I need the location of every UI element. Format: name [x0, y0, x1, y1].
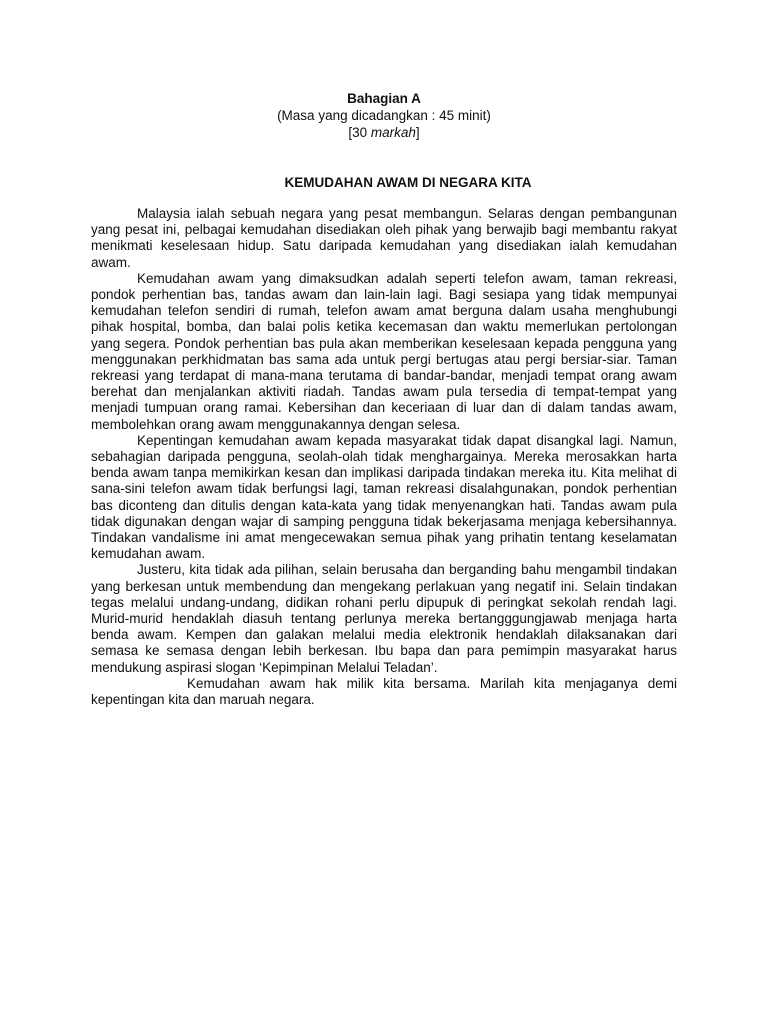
marks-open: [30 [348, 125, 371, 140]
paragraph-5: Kemudahan awam hak milik kita bersama. Marilah kita menjaganya demi kepentingan kita dan maruah negara. [91, 675, 677, 708]
paragraph-3: Kepentingan kemudahan awam kepada masyarakat tidak dapat disangkal lagi. Namun, sebahagian daripada pengguna, seolah-olah tidak menghargainya. Mereka merosakkan harta benda awam tanpa memikirkan kesan dan implikasi daripada tindakan mereka itu. Kita melihat di sana-sini telefon awam tidak berfungsi lagi, taman rekreasi disalahgunakan, pondok perhentian bas diconteng dan ditulis dengan kata-kata yang tidak menyenangkan hati. Tandas awam pula tidak digunakan dengan wajar di samping pengguna tidak bekerjasama menjaga kebersihannya. Tindakan vandalisme ini amat mengecewakan semua pihak yang prihatin tentang keselamatan kemudahan awam. [91, 432, 677, 562]
essay-title: KEMUDAHAN AWAM DI NEGARA KITA [284, 175, 532, 190]
section-label: Bahagian A [347, 91, 421, 106]
paragraph-2: Kemudahan awam yang dimaksudkan adalah seperti telefon awam, taman rekreasi, pondok perhentian bas, tandas awam dan lain-lain lagi. Bagi sesiapa yang tidak mempunyai kemudahan telefon sendiri di rumah, telefon awam amat berguna dalam usaha menghubungi pihak hospital, bomba, dan balai polis ketika kecemasan dan waktu memerlukan pertolongan yang segera. Pondok perhentian bas pula akan memberikan keselesaan kepada pengguna yang menggunakan perkhidmatan bas sama ada untuk pergi bertugas atau pergi bersiar-siar. Taman rekreasi yang terdapat di mana-mana terutama di bandar-bandar, menjadi tempat orang awam berehat dan menjalankan aktiviti riadah. Tandas awam pula tersedia di tempat-tempat yang menjadi tumpuan orang ramai. Kebersihan dan keceriaan di luar dan di dalam tandas awam, membolehkan orang awam menggunakannya dengan selesa. [91, 270, 677, 432]
marks-close: ] [415, 125, 420, 140]
essay-body [91, 206, 677, 708]
paragraph-1: Malaysia ialah sebuah negara yang pesat membangun. Selaras dengan pembangunan yang pesat ini, pelbagai kemudahan disediakan oleh pihak yang berwajib bagi membantu rakyat menikmati keselesaan hidup. Satu daripada kemudahan yang disediakan ialah kemudahan awam. [91, 206, 677, 270]
total-marks [0, 124, 768, 141]
marks-word: markah [370, 125, 416, 140]
suggested-time: (Masa yang dicadangkan : 45 minit) [277, 108, 491, 123]
section-header [0, 90, 768, 141]
paragraph-4: Justeru, kita tidak ada pilihan, selain berusaha dan berganding bahu mengambil tindakan yang berkesan untuk membendung dan mengekang perlakuan yang negatif ini. Selain tindakan tegas melalui undang-undang, didikan rohani perlu dipupuk di peringkat sekolah rendah lagi. Murid-murid hendaklah diasuh tentang perlunya mereka bertangggungjawab menjaga harta benda awam. Kempen dan galakan melalui media elektronik hendaklah dilaksanakan dari semasa ke semasa dengan lebih berkesan. Ibu bapa dan para pemimpin masyarakat harus mendukung aspirasi slogan ‘Kepimpinan Melalui Teladan’. [91, 562, 677, 675]
